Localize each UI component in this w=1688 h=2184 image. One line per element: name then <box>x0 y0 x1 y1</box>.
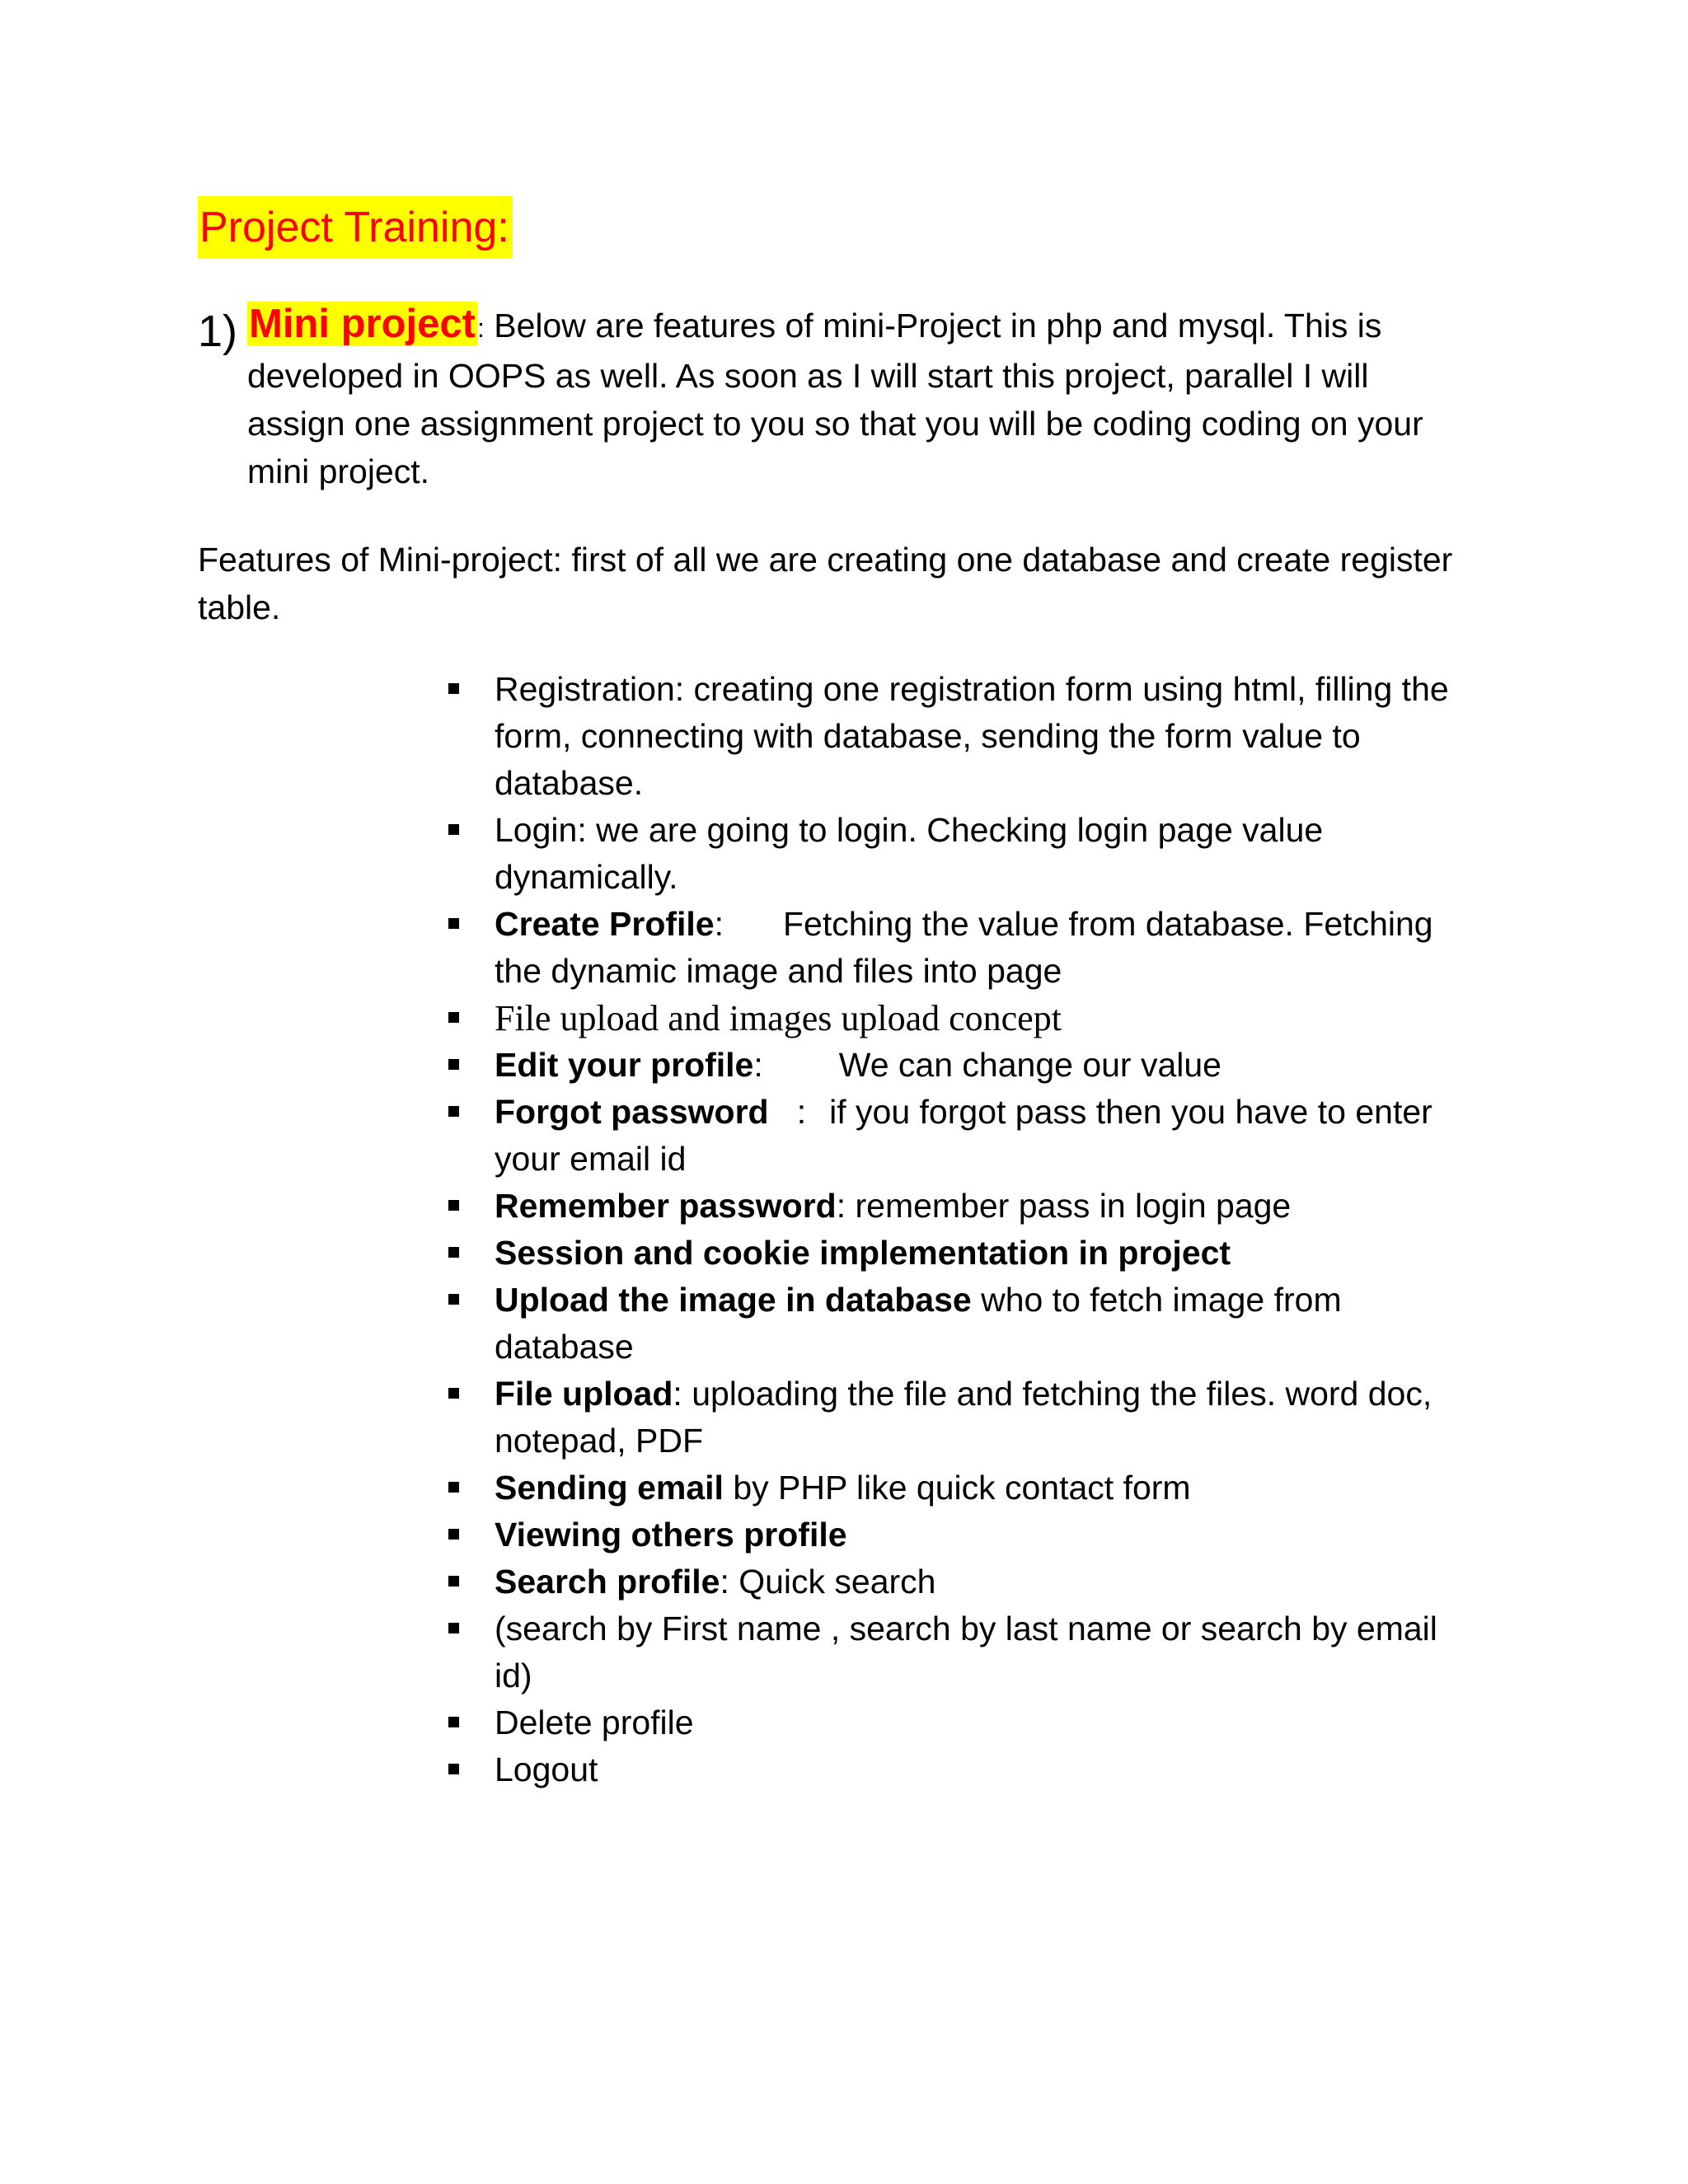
mini-project-label: Mini project <box>249 302 476 346</box>
features-list <box>437 666 1459 1793</box>
square-bullet-icon <box>448 1012 459 1023</box>
list-item <box>437 1746 1459 1793</box>
list-item <box>437 1230 1459 1277</box>
feature-text: We can change our value <box>838 1046 1221 1084</box>
feature-title: File upload <box>495 1375 673 1413</box>
square-bullet-icon <box>448 1576 459 1586</box>
feature-text: : uploading the file and fetching the files. word doc, notepad, PDF <box>495 1375 1432 1460</box>
feature-title: Remember password <box>495 1187 837 1225</box>
feature-text: Logout <box>495 1750 598 1788</box>
feature-text: who to fetch image from database <box>495 1281 1342 1366</box>
item-number: 1) <box>198 307 238 356</box>
list-item <box>437 1699 1459 1746</box>
list-item <box>437 1371 1459 1465</box>
feature-text: (search by First name , search by last name or search by email id) <box>495 1610 1437 1694</box>
list-item <box>437 1277 1459 1371</box>
feature-text: : remember pass in login page <box>836 1187 1292 1225</box>
square-bullet-icon <box>448 1247 459 1258</box>
square-bullet-icon <box>448 918 459 929</box>
list-item <box>437 901 1459 995</box>
feature-text: by PHP like quick contact form <box>723 1469 1191 1507</box>
square-bullet-icon <box>448 1294 459 1305</box>
square-bullet-icon <box>448 824 459 835</box>
features-intro-paragraph: Features of Mini-project: first of all we are creating one database and create register table. <box>198 541 1453 626</box>
feature-title: Forgot password <box>495 1093 769 1131</box>
feature-title: Upload the image in database <box>495 1281 972 1319</box>
feature-text: Delete profile <box>495 1704 694 1741</box>
feature-title: Sending email <box>495 1469 724 1507</box>
feature-text: : Quick search <box>720 1563 936 1601</box>
feature-title: Create Profile <box>495 905 715 943</box>
list-item <box>437 1558 1459 1605</box>
list-item <box>437 666 1459 807</box>
mini-project-colon: : <box>476 313 485 343</box>
list-item <box>437 1183 1459 1230</box>
feature-title: Edit your profile <box>495 1046 754 1084</box>
feature-title: Search profile <box>495 1563 720 1601</box>
list-item <box>437 807 1459 901</box>
feature-text: Login: we are going to login. Checking login page value dynamically. <box>495 811 1324 896</box>
page-title: Project Training: <box>198 196 513 259</box>
list-item <box>437 1511 1459 1558</box>
square-bullet-icon <box>448 1059 459 1070</box>
list-item <box>437 1465 1459 1511</box>
feature-separator: : <box>714 905 724 943</box>
feature-text: Fetching the value from database. Fetching the dynamic image and files into page <box>495 905 1433 990</box>
feature-text: if you forgot pass then you have to enter your email id <box>495 1093 1432 1178</box>
square-bullet-icon <box>448 1623 459 1633</box>
square-bullet-icon <box>448 1717 459 1727</box>
square-bullet-icon <box>448 1764 459 1774</box>
list-item <box>437 1089 1459 1183</box>
feature-title: Viewing others profile <box>495 1516 847 1554</box>
list-item <box>437 995 1459 1042</box>
square-bullet-icon <box>448 1106 459 1117</box>
mini-project-description: Below are features of mini-Project in php and mysql. This is developed in OOPS as well. As soon as I will start this project, parallel I will assign one assignment project to you so that you will be coding coding on your mini project. <box>247 307 1423 490</box>
feature-title: Session and cookie implementation in project <box>495 1234 1231 1272</box>
square-bullet-icon <box>448 1388 459 1399</box>
square-bullet-icon <box>448 1529 459 1540</box>
list-item <box>437 1042 1459 1089</box>
feature-text: Registration: creating one registration form using html, filling the form, connecting with database, sending the form value to database. <box>495 670 1449 802</box>
square-bullet-icon <box>448 683 459 694</box>
feature-separator: : <box>753 1046 763 1084</box>
mini-project-paragraph <box>247 300 1451 495</box>
list-item <box>437 1605 1459 1699</box>
square-bullet-icon <box>448 1482 459 1493</box>
feature-separator: : <box>768 1093 807 1131</box>
feature-text: File upload and images upload concept <box>495 998 1062 1038</box>
square-bullet-icon <box>448 1200 459 1211</box>
